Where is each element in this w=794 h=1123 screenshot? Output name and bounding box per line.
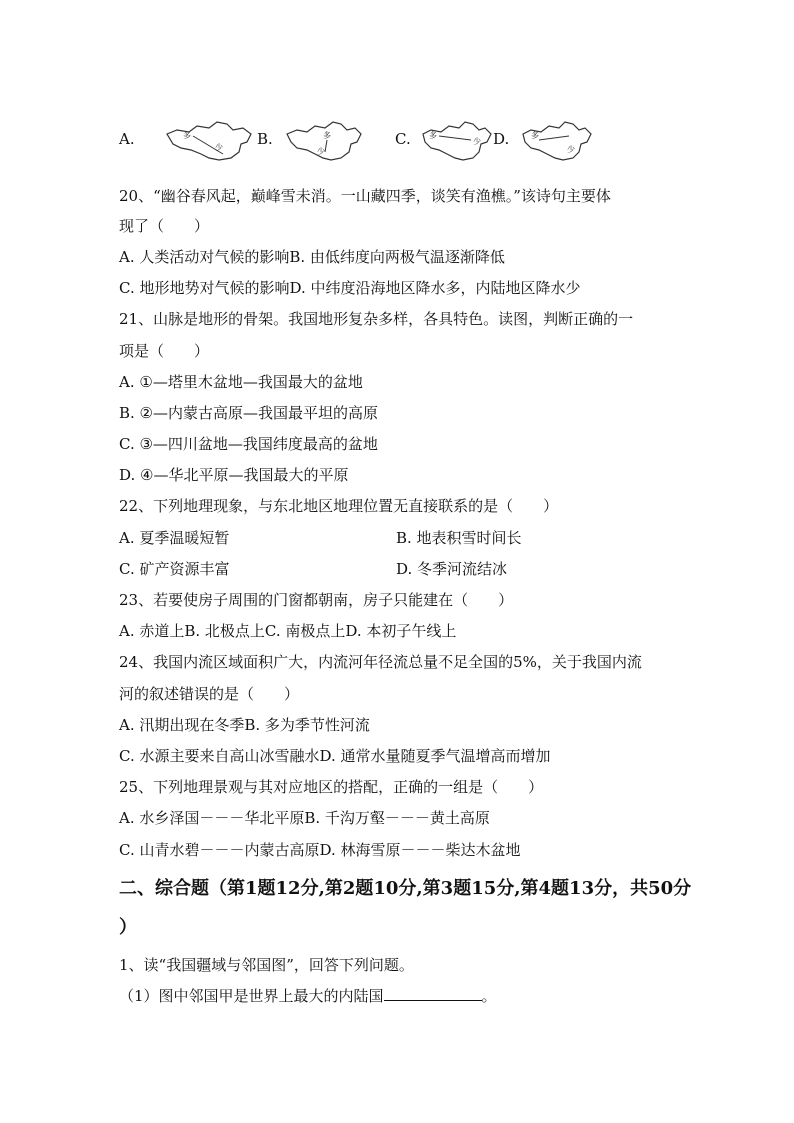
option-b-label: B. bbox=[257, 130, 273, 148]
sq1-part1-end: 。 bbox=[481, 987, 497, 1005]
q23-stem: 23、若要使房子周围的门窗都朝南，房子只能建在（ ） bbox=[119, 591, 514, 609]
svg-text:少: 少 bbox=[317, 147, 325, 156]
q23-options: A. 赤道上B. 北极点上C. 南极点上D. 本初子午线上 bbox=[119, 622, 457, 640]
q24-stem-line1: 24、我国内流区域面积广大，内流河年径流总量不足全国的5%，关于我国内流 bbox=[119, 653, 642, 671]
sq1-part1-text: （1）图中邻国甲是世界上最大的内陆国 bbox=[119, 987, 384, 1005]
section2-heading-line2: ） bbox=[119, 917, 137, 938]
q21-option-d: D. ④—华北平原—我国最大的平原 bbox=[119, 466, 349, 484]
q20-options-cd: C. 地形地势对气候的影响D. 中纬度沿海地区降水多，内陆地区降水少 bbox=[119, 279, 581, 297]
svg-text:少: 少 bbox=[473, 137, 481, 146]
option-a-label: A. bbox=[119, 130, 135, 148]
sq1-stem: 1、读“我国疆域与邻国图”，回答下列问题。 bbox=[119, 956, 414, 974]
q21-option-c: C. ③—四川盆地—我国纬度最高的盆地 bbox=[119, 435, 378, 453]
section2-heading-line1: 二、综合题（第1题12分,第2题10分,第3题15分,第4题13分，共50分 bbox=[119, 878, 692, 899]
q22-option-b: B. 地表积雪时间长 bbox=[396, 529, 522, 547]
q22-option-d: D. 冬季河流结冰 bbox=[396, 560, 508, 578]
q24-options-cd: C. 水源主要来自高山冰雪融水D. 通常水量随夏季气温增高而增加 bbox=[119, 747, 551, 765]
option-d-label: D. bbox=[493, 130, 510, 148]
q19-option-row bbox=[119, 120, 639, 164]
q24-stem-line2: 河的叙述错误的是（ ） bbox=[119, 685, 300, 703]
q21-option-a: A. ①—塔里木盆地—我国最大的盆地 bbox=[119, 373, 363, 391]
china-map-option-a bbox=[161, 120, 257, 162]
answer-blank[interactable] bbox=[384, 986, 482, 1001]
svg-text:少: 少 bbox=[567, 145, 575, 154]
svg-text:多: 多 bbox=[429, 131, 437, 140]
china-map-option-b bbox=[283, 120, 363, 162]
q22-option-c: C. 矿产资源丰富 bbox=[119, 560, 230, 578]
svg-text:多: 多 bbox=[323, 131, 331, 140]
q21-option-b: B. ②—内蒙古高原—我国最平坦的高原 bbox=[119, 404, 379, 422]
china-map-option-d bbox=[519, 120, 593, 162]
svg-text:少: 少 bbox=[215, 143, 223, 152]
q20-stem-line1: 20、“幽谷春风起，巅峰雪未消。一山藏四季，谈笑有渔樵。”该诗句主要体 bbox=[119, 187, 611, 205]
svg-text:多: 多 bbox=[183, 131, 191, 140]
q25-options-ab: A. 水乡泽国－－－华北平原B. 千沟万壑－－－黄土高原 bbox=[119, 809, 490, 827]
option-c-label: C. bbox=[395, 130, 411, 148]
q22-option-a: A. 夏季温暖短暂 bbox=[119, 529, 230, 547]
svg-text:多: 多 bbox=[531, 131, 539, 140]
q22-stem: 22、下列地理现象，与东北地区地理位置无直接联系的是（ ） bbox=[119, 497, 559, 515]
china-map-option-c bbox=[419, 120, 493, 162]
q20-stem-line2: 现了（ ） bbox=[119, 217, 210, 235]
q21-stem-line1: 21、山脉是地形的骨架。我国地形复杂多样，各具特色。读图，判断正确的一 bbox=[119, 310, 634, 328]
q25-stem: 25、下列地理景观与其对应地区的搭配，正确的一组是（ ） bbox=[119, 778, 544, 796]
q25-options-cd: C. 山青水碧－－－内蒙古高原D. 林海雪原－－－柴达木盆地 bbox=[119, 841, 521, 859]
q24-options-ab: A. 汛期出现在冬季B. 多为季节性河流 bbox=[119, 716, 370, 734]
q21-stem-line2: 项是（ ） bbox=[119, 342, 210, 360]
q20-options-ab: A. 人类活动对气候的影响B. 由低纬度向两极气温逐渐降低 bbox=[119, 248, 505, 266]
sq1-part1 bbox=[119, 986, 497, 1006]
